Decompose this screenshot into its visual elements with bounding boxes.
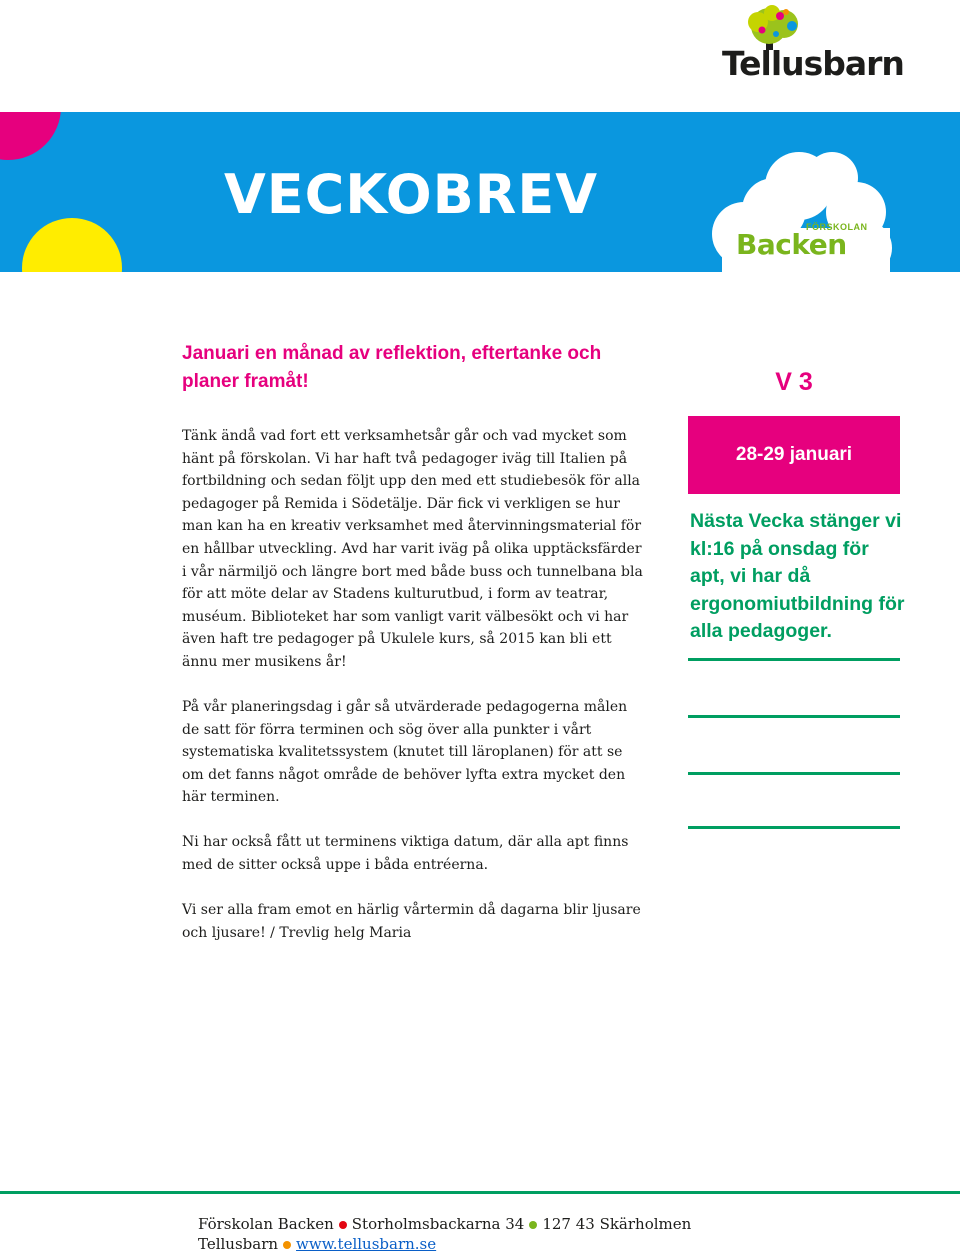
week-number: V 3 — [775, 368, 813, 396]
header-banner — [0, 112, 960, 272]
divider-line — [688, 715, 900, 718]
footer-org: Förskolan Backen — [198, 1215, 334, 1233]
yellow-circle-decoration — [22, 218, 122, 272]
footer-web-line — [198, 1234, 758, 1254]
tellusbarn-logo — [722, 2, 902, 82]
article-heading: Januari en månad av reflektion, eftertanke och planer framåt! — [182, 343, 602, 392]
paragraph-planning: På vår planeringsdag i går så utvärderade pedagogerna målen de satt för förra terminen och sög över alla punkter i vårt systematiska kvalitetssystem (knutet till läroplanen) för att se om det fanns något område de behöver lyfta extra mycket den här terminen. — [182, 699, 628, 806]
footer-address-line — [198, 1214, 758, 1234]
page-title: VECKOBREV — [224, 163, 599, 226]
paragraph-closing: Vi ser alla fram emot en härlig vårtermin då dagarna blir ljusare och ljusare! / Trevlig helg Maria — [182, 902, 641, 941]
footer — [198, 1214, 758, 1258]
orange-dot-icon — [283, 1241, 291, 1249]
footer-divider — [0, 1191, 960, 1194]
paragraph-dates: Ni har också fått ut terminens viktiga datum, där alla apt finns med de sitter också uppe i båda entréerna. — [182, 834, 629, 873]
pink-circle-decoration — [0, 112, 61, 160]
divider-line — [688, 658, 900, 661]
footer-company: Tellusbarn — [198, 1235, 279, 1253]
divider-line — [688, 826, 900, 829]
backen-subtitle: FÖRSKOLAN — [806, 222, 868, 232]
date-badge: 28-29 januari — [688, 416, 900, 494]
website-link[interactable]: www.tellusbarn.se — [296, 1235, 437, 1253]
logo-wordmark: Tellusbarn — [722, 44, 904, 83]
backen-logo: Backen — [736, 228, 847, 261]
green-dot-icon — [529, 1221, 537, 1229]
paragraph-intro: Tänk ändå vad fort ett verksamhetsår går och vad mycket som hänt på förskolan. Vi har haft två pedagoger iväg till Italien på fortbildning och sedan följt upp den med ett studiebesök för alla pedagoger på Remida i Södetälje. Där fick vi verkligen se hur man kan ha en kreativ verksamhet med återvinningsmaterial för en hållbar utveckling. Avd har varit iväg på olika upptäcksfärder i vår närmiljö och längre bort med både buss och tunnelbana bla för att möte delar av Stadens kulturutbud, i form av teatrar, muséum. Biblioteket har som vanligt varit välbesökt och vi har även haft tre pedagoger på Ukulele kurs, så 2015 kan bli ett ännu mer musikens år! — [182, 428, 643, 670]
footer-street: Storholmsbackarna 34 — [351, 1215, 525, 1233]
divider-line — [688, 772, 900, 775]
footer-postal: 127 43 Skärholmen — [542, 1215, 692, 1233]
red-dot-icon — [339, 1221, 347, 1229]
notice-text: Nästa Vecka stänger vi kl:16 på onsdag för apt, vi har då ergonomiutbildning för alla pedagoger. — [690, 510, 905, 643]
